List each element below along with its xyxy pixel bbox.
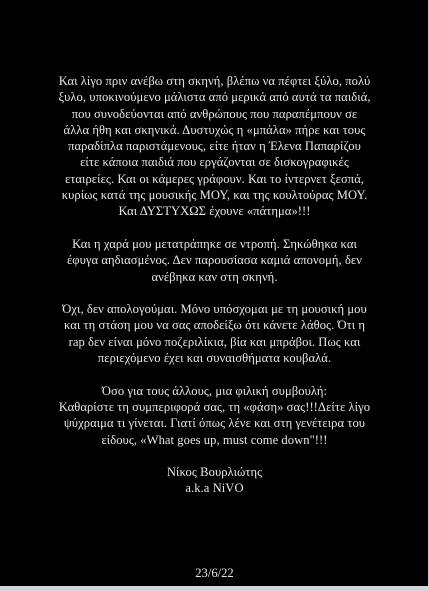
signature-alias: a.k.a NiVO <box>185 481 244 496</box>
statement-text <box>4 73 425 497</box>
bottom-strip <box>0 586 429 591</box>
text-line: ξυλο, υποκινούμενο μάλιστα από μερικά από αυτά τα παιδιά, <box>58 90 371 105</box>
paragraph-1 <box>4 73 425 220</box>
text-line: Καθαρίστε τη συμπεριφορά σας, τη «φάση» σας!!!Δείτε λίγο <box>58 399 371 414</box>
text-line: ανέβηκα καν στη σκηνή. <box>151 269 278 284</box>
text-line: περιεχόμενο έχει και συναισθήματα κουβαλά. <box>97 351 332 366</box>
text-line: είτε κάποια παιδιά που εργάζονται σε δισκογραφικές <box>80 155 349 170</box>
text-line: και τη στάση μου να σας αποδείξω ότι κάνετε λάθος. Ότι η <box>63 318 366 333</box>
text-line: που συνοδεύονται από ανθρώπους που παραπέμπουν σε <box>71 106 358 121</box>
text-line: κυρίως κατά της μουσικής ΜΟΥ, και της κουλτούρας ΜΟΥ. <box>61 188 368 203</box>
text-line: άλλα ήθη και σκηνικά. Δυστυχώς η «μπάλα» πήρε και τους <box>63 122 366 137</box>
text-line: εταιρείες. Και οι κάμερες γράφουν. Και το ίντερνετ ξεσπά, <box>64 171 365 186</box>
signature-name: Νίκος Βουρλιώτης <box>166 465 263 480</box>
text-line: παραδίπλα παριστάμενους, είτε ήταν η Έλενα Παπαρίζου <box>68 139 361 154</box>
signature-block <box>4 464 425 497</box>
paragraph-3 <box>4 301 425 366</box>
text-line: Όσο για τους άλλους, μια φιλική συμβουλή: <box>101 383 328 398</box>
text-line: Και λίγο πριν ανέβω στη σκηνή, βλέπω να πέφτει ξύλο, πολύ <box>58 74 371 88</box>
paragraph-2 <box>4 236 425 285</box>
text-line: Όχι, δεν απολογούμαι. Μόνο υπόσχομαι με τη μουσική μου <box>62 302 367 317</box>
paragraph-4 <box>4 383 425 448</box>
statement-date: 23/6/22 <box>195 566 234 580</box>
text-line: είδους, «What goes up, must come down"!!! <box>101 432 328 447</box>
text-line: Και η χαρά μου μετατράπηκε σε ντροπή. Σηκώθηκα και <box>72 236 357 251</box>
text-line: Και ΔΥΣΤΥΧΩΣ έχουνε «πάτημα»!!! <box>118 204 311 219</box>
text-line: έφυγα αηδιασμένος. Δεν παρουσίασα καμιά απονομή, δεν <box>66 253 363 268</box>
text-line: rap δεν είναι μόνο ποζεριλίκια, βία και μπράβοι. Πως και <box>68 334 361 349</box>
text-line: ψύχραιμα τι γίνεται. Γιατί όπως λένε και στη γενέτειρα του <box>63 416 366 431</box>
